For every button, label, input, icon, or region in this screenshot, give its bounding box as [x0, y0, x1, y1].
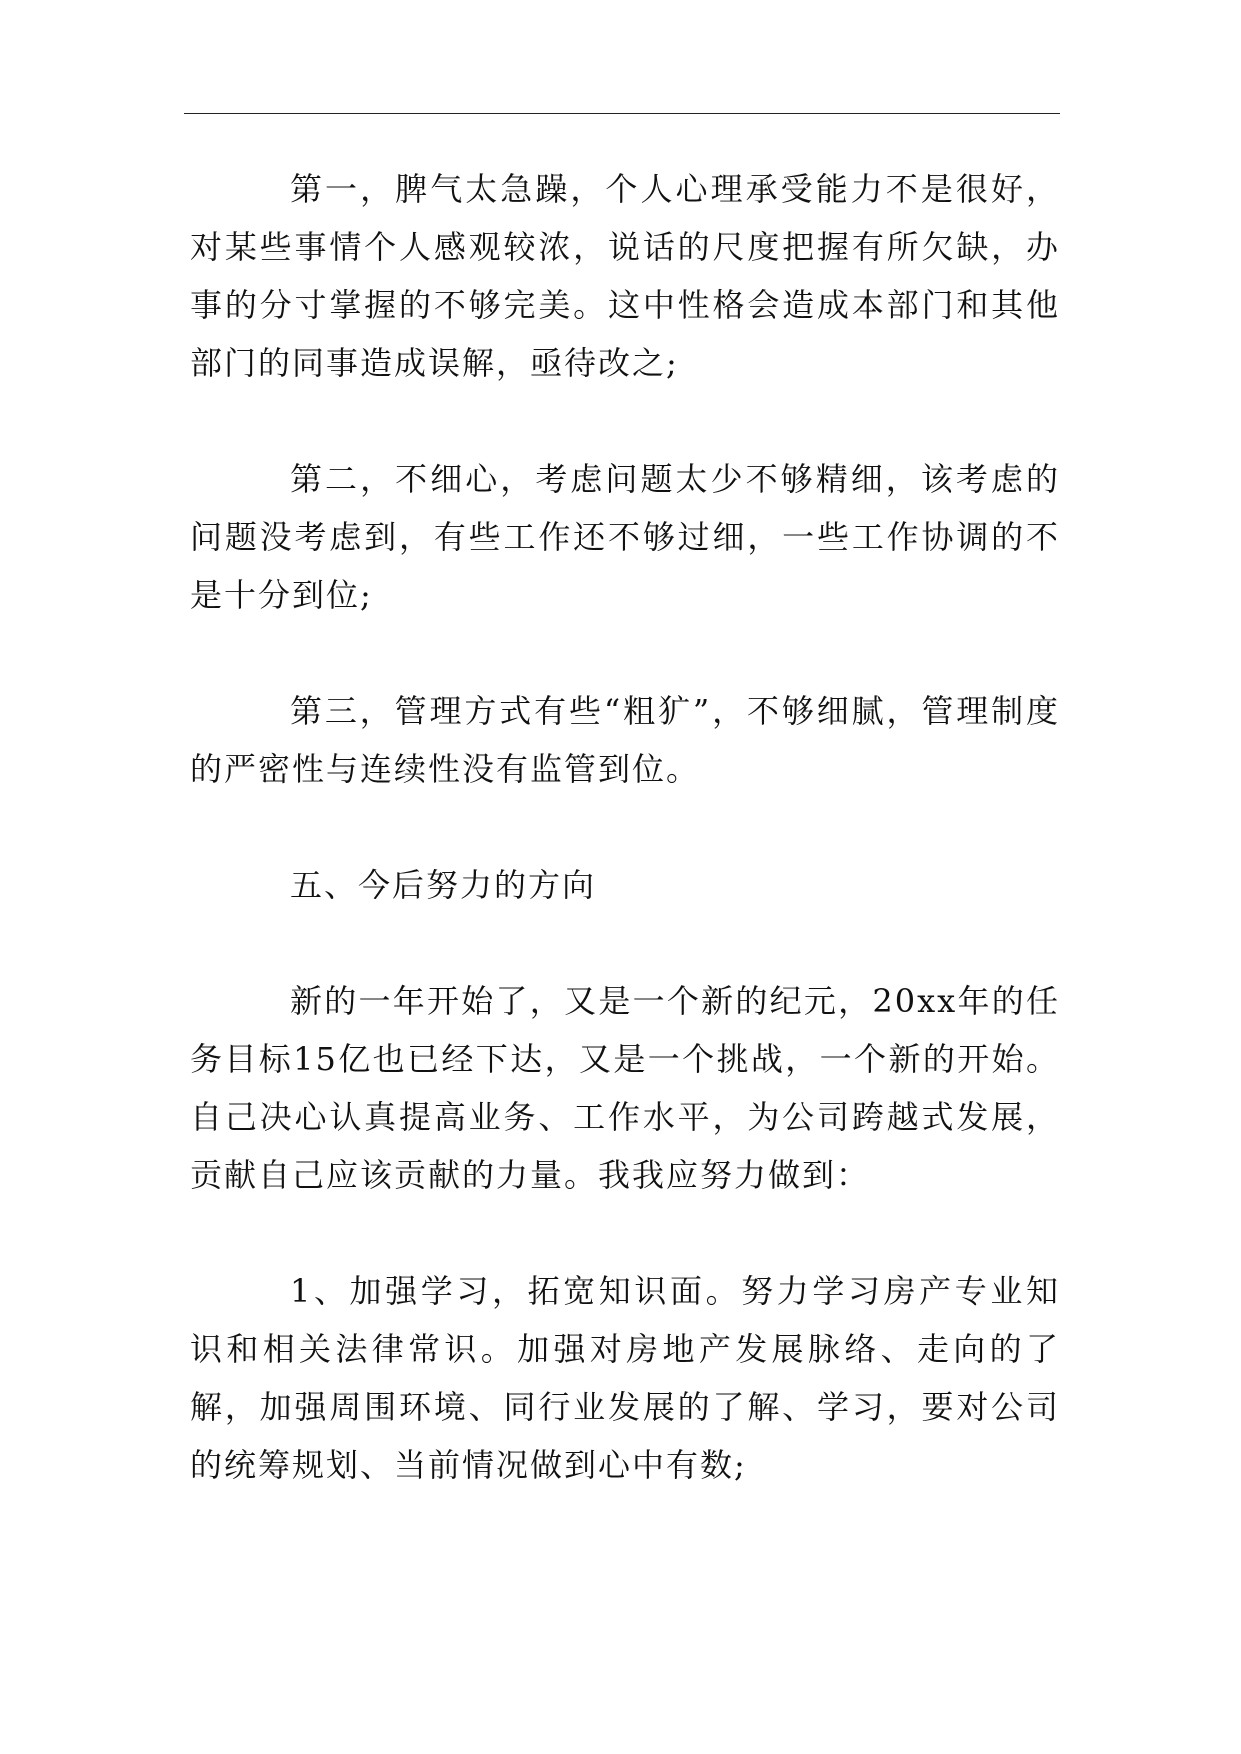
paragraph-item-1-learning: 1、加强学习，拓宽知识面。努力学习房产专业知识和相关法律常识。加强对房地产发展脉络、走向的了解，加强周围环境、同行业发展的了解、学习，要对公司的统筹规划、当前情况做到心中有数;	[190, 1272, 1060, 1484]
paragraph-gap	[190, 624, 1060, 682]
document-body	[190, 160, 1060, 1494]
paragraph-gap	[190, 1204, 1060, 1262]
paragraph-first-shortcoming: 第一，脾气太急躁，个人心理承受能力不是很好，对某些事情个人感观较浓，说话的尺度把握有所欠缺，办事的分寸掌握的不够完美。这中性格会造成本部门和其他部门的同事造成误解，亟待改之;	[190, 170, 1060, 382]
paragraph-second-shortcoming: 第二，不细心，考虑问题太少不够精细，该考虑的问题没考虑到，有些工作还不够过细，一些工作协调的不是十分到位;	[190, 460, 1060, 614]
section-heading-future-direction: 五、今后努力的方向	[290, 866, 597, 904]
header-rule	[184, 113, 1060, 114]
paragraph-third-shortcoming: 第三，管理方式有些“粗犷”，不够细腻，管理制度的严密性与连续性没有监管到位。	[190, 692, 1060, 788]
paragraph-gap	[190, 392, 1060, 450]
paragraph-gap	[190, 798, 1060, 856]
paragraph-gap	[190, 914, 1060, 972]
paragraph-new-year-goals: 新的一年开始了，又是一个新的纪元，20xx年的任务目标15亿也已经下达，又是一个挑战，一个新的开始。自己决心认真提高业务、工作水平，为公司跨越式发展，贡献自己应该贡献的力量。我我应努力做到：	[190, 982, 1060, 1194]
